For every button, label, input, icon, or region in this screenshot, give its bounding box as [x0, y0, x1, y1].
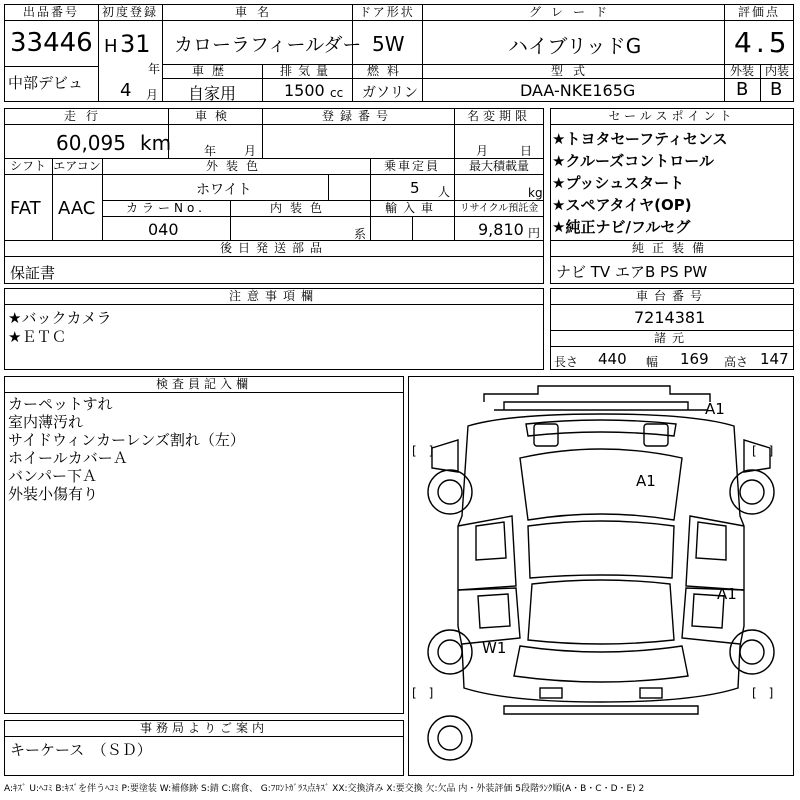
inspector-item: サイドウィンカーレンズ割れ（左） — [8, 431, 245, 449]
later-parts-label: 後日発送部品 — [219, 241, 328, 255]
inspector-item: ホイールカバーＡ — [8, 449, 128, 467]
model-label: 型式 — [550, 64, 595, 78]
max-load-label: 最大積載量 — [468, 159, 529, 173]
footer-legend: A:ｷｽﾞ U:ﾍｺﾐ B:ｷｽﾞを伴うﾍｺﾐ P:要塗装 W:補修跡 S:錆 C:腐食、 G:ﾌﾛﾝﾄｶﾞﾗｽ点ｷｽﾞ XX:交換済み X:要交換 欠:欠品 内・外装評価 5段階ﾗﾝｸ順(A・B・C・D・E) 2 — [4, 784, 645, 794]
import-label: 輸入車 — [384, 201, 439, 215]
sales-point-item: ★トヨタセーフティセンス — [552, 130, 728, 148]
sales-point-item: ★スペアタイヤ(OP) — [552, 196, 692, 214]
width-label: 幅 — [646, 355, 659, 369]
capacity: 5 — [410, 179, 420, 197]
int-color-label: 内装色 — [269, 201, 330, 215]
score: 4.5 — [734, 26, 791, 59]
displacement-label: 排気量 — [279, 64, 334, 78]
displacement-unit: cc — [330, 86, 344, 100]
length-label: 長さ — [554, 355, 579, 369]
mileage-label: 走行 — [63, 109, 108, 123]
reg-number-label: 登録番号 — [321, 109, 394, 123]
max-load-unit: kg — [528, 186, 543, 200]
capacity-label: 乗車定員 — [383, 159, 440, 173]
sales-points-label: セールスポイント — [608, 109, 736, 123]
damage-mark-right: A1 — [717, 585, 737, 603]
inspector-list — [8, 395, 245, 503]
inspector-label: 検査員記入欄 — [155, 377, 252, 391]
ac: AAC — [58, 198, 96, 219]
recycle-unit: 円 — [528, 226, 541, 240]
inspection-month-unit: 月 — [244, 144, 257, 158]
int-color-unit: 系 — [354, 227, 367, 241]
int-grade: B — [770, 79, 783, 100]
bracket-1: [ ] — [412, 444, 434, 458]
dims-label: 諸元 — [653, 331, 690, 345]
color-no-label: カラーNo. — [126, 201, 206, 215]
grade: ハイブリッドG — [508, 34, 642, 58]
ext-grade-label: 外装 — [729, 64, 754, 78]
int-grade-label: 内装 — [764, 64, 789, 78]
displacement: 1500 — [284, 81, 325, 100]
damage-mark-hood: A1 — [636, 472, 656, 490]
lot-region: 中部デビュ — [8, 74, 84, 92]
capacity-unit: 人 — [438, 185, 451, 199]
height-label: 高さ — [724, 355, 749, 369]
recycle-label: リサイクル預託金 — [459, 203, 539, 214]
reg-month: 4 — [120, 80, 132, 101]
ext-grade: B — [736, 79, 749, 100]
month-unit: 月 — [146, 88, 159, 102]
score-label: 評価点 — [737, 5, 780, 19]
ext-color-label: 外装色 — [205, 159, 266, 173]
notes-label: 注意事項欄 — [228, 289, 319, 303]
lot-number-label: 出品番号 — [22, 5, 79, 19]
inspector-item: 外装小傷有り — [8, 485, 99, 503]
door: 5W — [372, 32, 405, 56]
note-item: ★ＥＴＣ — [8, 328, 67, 346]
inspector-item: カーペットすれ — [8, 395, 113, 413]
lot-number: 33446 — [10, 28, 93, 58]
car-name: カローラフィールダー — [174, 34, 362, 56]
width: 169 — [680, 350, 709, 368]
damage-mark-front: A1 — [705, 400, 725, 418]
mileage-unit: km — [140, 131, 172, 155]
year-unit: 年 — [148, 62, 161, 76]
sales-point-item: ★純正ナビ/フルセグ — [552, 218, 691, 236]
model: DAA-NKE165G — [520, 81, 636, 100]
history: 自家用 — [188, 84, 237, 103]
chassis-number: 7214381 — [634, 308, 706, 327]
office-note: キーケース （ＳＤ） — [10, 741, 152, 759]
first-reg-label: 初度登録 — [101, 5, 158, 19]
bracket-4: [ ] — [752, 686, 774, 700]
shift: FAT — [10, 198, 41, 219]
inspection-label: 車検 — [194, 109, 235, 123]
equipment-label: 純正装備 — [631, 241, 712, 255]
car-name-label: 車名 — [234, 5, 279, 19]
note-item: ★バックカメラ — [8, 309, 112, 327]
bracket-2: [ ] — [752, 444, 774, 458]
notes-list — [8, 309, 111, 347]
equipment: ナビ TV エアB PS PW — [556, 263, 708, 281]
length: 440 — [598, 350, 627, 368]
sales-points-list — [552, 128, 727, 238]
fuel: ガソリン — [362, 85, 418, 101]
inspection-year-unit: 年 — [204, 144, 217, 158]
recycle: 9,810 — [478, 220, 524, 239]
inspector-item: 室内薄汚れ — [8, 413, 84, 431]
shift-label: シフト — [9, 159, 46, 173]
chassis-label: 車台番号 — [635, 289, 708, 303]
name-change-day-unit: 日 — [520, 144, 533, 158]
office-label: 事務局よりご案内 — [139, 721, 268, 735]
bracket-3: [ ] — [412, 686, 434, 700]
era: H — [104, 36, 118, 57]
later-parts: 保証書 — [10, 264, 56, 282]
damage-mark-wheel: W1 — [482, 639, 507, 657]
reg-year: 31 — [120, 30, 151, 58]
inspector-item: バンパー下Ａ — [8, 467, 97, 485]
name-change-label: 名変期限 — [466, 109, 531, 123]
ext-color: ホワイト — [196, 182, 252, 198]
fuel-label: 燃料 — [366, 64, 407, 78]
mileage: 60,095 — [56, 131, 126, 155]
history-label: 車歴 — [191, 64, 232, 78]
name-change-month-unit: 月 — [476, 144, 489, 158]
ac-label: エアコン — [53, 159, 101, 173]
car-diagram — [408, 376, 794, 776]
color-no: 040 — [148, 220, 179, 239]
door-label: ドア形状 — [359, 5, 415, 19]
sales-point-item: ★クルーズコントロール — [552, 152, 714, 170]
grade-label: グレード — [528, 5, 617, 19]
sales-point-item: ★プッシュスタート — [552, 174, 685, 192]
height: 147 — [760, 350, 789, 368]
